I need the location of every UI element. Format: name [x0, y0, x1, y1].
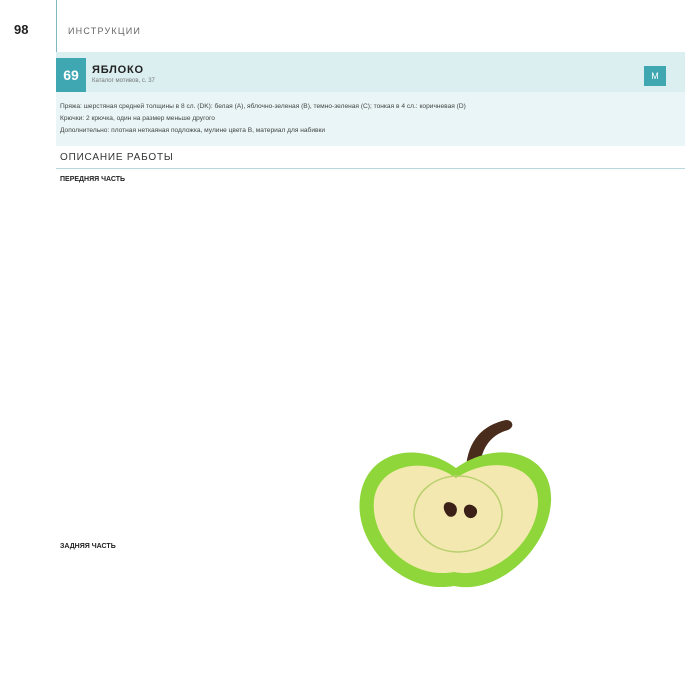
materials-hooks: Крючки: 2 крючка, один на размер меньше другого: [60, 115, 215, 122]
materials-extra: Дополнительно: плотная неткаяная подложка, мулине цвета B, материал для набивки: [60, 127, 326, 134]
materials-yarn: Пряжа: шерстяная средней толщины в 8 сл. (DK): белая (A), яблочно-зеленая (B), темно-зеленая (C); тонкая в 4 сл.: коричневая (D): [60, 103, 466, 110]
heading-rule: [56, 168, 685, 169]
section-label: ИНСТРУКЦИИ: [68, 26, 142, 36]
corner-tab: M: [644, 66, 666, 86]
pattern-title-band: [56, 52, 685, 92]
catalog-reference: Каталог мотивов, с. 37: [92, 78, 155, 84]
pattern-number: 69: [56, 58, 86, 92]
back-part-heading: ЗАДНЯЯ ЧАСТЬ: [60, 543, 116, 550]
work-description-heading: ОПИСАНИЕ РАБОТЫ: [60, 152, 174, 163]
apple-illustration: [348, 390, 564, 606]
pattern-title: ЯБЛОКО: [92, 64, 144, 76]
front-part-heading: ПЕРЕДНЯЯ ЧАСТЬ: [60, 176, 126, 183]
header-divider: [56, 0, 57, 52]
page-number: 98: [14, 22, 29, 37]
